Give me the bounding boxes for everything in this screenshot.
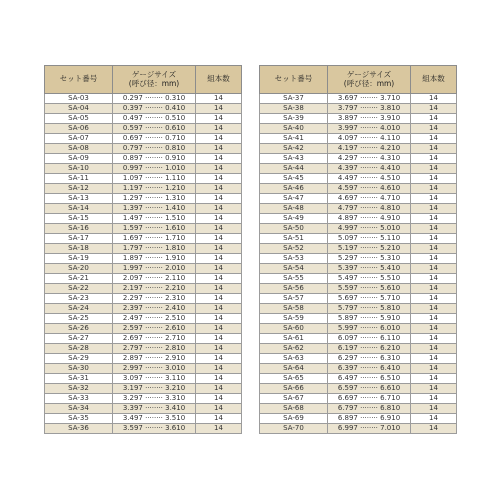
header-set-no: セット番号	[260, 66, 328, 94]
table-row	[260, 214, 457, 224]
count-cell: 14	[411, 394, 457, 404]
gauge-size-cell: 2.897 ········ 2.910	[113, 354, 196, 364]
set-no-cell: SA-34	[45, 404, 113, 414]
table-row	[260, 424, 457, 434]
count-cell: 14	[196, 194, 242, 204]
table-row	[45, 344, 242, 354]
count-cell: 14	[411, 414, 457, 424]
gauge-size-cell: 5.797 ········ 5.810	[328, 304, 411, 314]
count-cell: 14	[411, 204, 457, 214]
table-header-row	[260, 66, 457, 94]
set-no-cell: SA-58	[260, 304, 328, 314]
gauge-size-cell: 6.097 ········ 6.110	[328, 334, 411, 344]
gauge-size-cell: 2.197 ········ 2.210	[113, 284, 196, 294]
gauge-size-cell: 4.297 ········ 4.310	[328, 154, 411, 164]
gauge-size-cell: 2.697 ········ 2.710	[113, 334, 196, 344]
count-cell: 14	[411, 294, 457, 304]
header-gauge-size-line1: ゲージサイズ	[131, 69, 177, 79]
count-cell: 14	[196, 114, 242, 124]
set-no-cell: SA-10	[45, 164, 113, 174]
count-cell: 14	[196, 274, 242, 284]
count-cell: 14	[411, 104, 457, 114]
gauge-size-cell: 5.697 ········ 5.710	[328, 294, 411, 304]
set-no-cell: SA-11	[45, 174, 113, 184]
gauge-size-cell: 1.497 ········ 1.510	[113, 214, 196, 224]
table-row	[45, 194, 242, 204]
table-row	[260, 394, 457, 404]
table-row	[45, 124, 242, 134]
gauge-size-cell: 4.097 ········ 4.110	[328, 134, 411, 144]
table-row	[45, 104, 242, 114]
set-no-cell: SA-55	[260, 274, 328, 284]
count-cell: 14	[411, 334, 457, 344]
gauge-size-cell: 6.697 ········ 6.710	[328, 394, 411, 404]
set-no-cell: SA-33	[45, 394, 113, 404]
gauge-size-cell: 3.297 ········ 3.310	[113, 394, 196, 404]
table-row	[45, 364, 242, 374]
header-gauge-size	[113, 66, 196, 94]
gauge-size-cell: 3.997 ········ 4.010	[328, 124, 411, 134]
gauge-size-cell: 1.397 ········ 1.410	[113, 204, 196, 214]
count-cell: 14	[196, 174, 242, 184]
set-no-cell: SA-29	[45, 354, 113, 364]
set-no-cell: SA-68	[260, 404, 328, 414]
gauge-size-cell: 0.497 ········ 0.510	[113, 114, 196, 124]
table-row	[45, 184, 242, 194]
gauge-size-cell: 1.997 ········ 2.010	[113, 264, 196, 274]
table-row	[45, 134, 242, 144]
table-row	[45, 94, 242, 104]
table-row	[260, 274, 457, 284]
header-count: 組本数	[411, 66, 457, 94]
gauge-size-cell: 4.797 ········ 4.810	[328, 204, 411, 214]
set-no-cell: SA-39	[260, 114, 328, 124]
count-cell: 14	[196, 394, 242, 404]
set-no-cell: SA-44	[260, 164, 328, 174]
set-no-cell: SA-22	[45, 284, 113, 294]
gauge-size-cell: 4.597 ········ 4.610	[328, 184, 411, 194]
table-row	[260, 134, 457, 144]
set-no-cell: SA-66	[260, 384, 328, 394]
table-row	[260, 234, 457, 244]
gauge-size-cell: 5.397 ········ 5.410	[328, 264, 411, 274]
set-no-cell: SA-07	[45, 134, 113, 144]
gauge-size-cell: 5.497 ········ 5.510	[328, 274, 411, 284]
set-no-cell: SA-09	[45, 154, 113, 164]
table-row	[260, 254, 457, 264]
gauge-size-cell: 0.797 ········ 0.810	[113, 144, 196, 154]
count-cell: 14	[411, 244, 457, 254]
table-body-left	[45, 94, 242, 434]
set-no-cell: SA-26	[45, 324, 113, 334]
set-no-cell: SA-47	[260, 194, 328, 204]
table-row	[45, 164, 242, 174]
count-cell: 14	[411, 164, 457, 174]
gauge-size-cell: 5.897 ········ 5.910	[328, 314, 411, 324]
table-row	[45, 404, 242, 414]
header-gauge-size-line2: (呼び径：mm)	[343, 78, 395, 88]
gauge-size-cell: 6.597 ········ 6.610	[328, 384, 411, 394]
table-row	[45, 214, 242, 224]
set-no-cell: SA-64	[260, 364, 328, 374]
count-cell: 14	[411, 384, 457, 394]
gauge-size-cell: 6.397 ········ 6.410	[328, 364, 411, 374]
set-no-cell: SA-42	[260, 144, 328, 154]
table-row	[260, 324, 457, 334]
gauge-size-cell: 6.997 ········ 7.010	[328, 424, 411, 434]
header-gauge-size	[328, 66, 411, 94]
table-row	[260, 184, 457, 194]
gauge-size-cell: 1.597 ········ 1.610	[113, 224, 196, 234]
table-row	[260, 404, 457, 414]
set-no-cell: SA-52	[260, 244, 328, 254]
gauge-size-cell: 3.097 ········ 3.110	[113, 374, 196, 384]
table-row	[260, 114, 457, 124]
count-cell: 14	[196, 134, 242, 144]
table-row	[45, 334, 242, 344]
gauge-size-cell: 5.597 ········ 5.610	[328, 284, 411, 294]
count-cell: 14	[196, 264, 242, 274]
gauge-size-cell: 1.097 ········ 1.110	[113, 174, 196, 184]
set-no-cell: SA-59	[260, 314, 328, 324]
table-row	[260, 144, 457, 154]
gauge-size-cell: 6.797 ········ 6.810	[328, 404, 411, 414]
table-row	[260, 224, 457, 234]
gauge-size-cell: 0.297 ········ 0.310	[113, 94, 196, 104]
table-row	[260, 204, 457, 214]
count-cell: 14	[411, 344, 457, 354]
count-cell: 14	[196, 154, 242, 164]
count-cell: 14	[196, 244, 242, 254]
gauge-size-cell: 2.097 ········ 2.110	[113, 274, 196, 284]
set-no-cell: SA-08	[45, 144, 113, 154]
gauge-size-cell: 4.997 ········ 5.010	[328, 224, 411, 234]
set-no-cell: SA-20	[45, 264, 113, 274]
count-cell: 14	[196, 314, 242, 324]
set-no-cell: SA-50	[260, 224, 328, 234]
count-cell: 14	[411, 254, 457, 264]
table-row	[260, 264, 457, 274]
header-gauge-size-line2: (呼び径：mm)	[128, 78, 180, 88]
count-cell: 14	[411, 154, 457, 164]
table-row	[260, 354, 457, 364]
count-cell: 14	[196, 424, 242, 434]
count-cell: 14	[196, 164, 242, 174]
set-no-cell: SA-21	[45, 274, 113, 284]
count-cell: 14	[196, 304, 242, 314]
table-row	[260, 414, 457, 424]
count-cell: 14	[411, 314, 457, 324]
gauge-size-cell: 3.497 ········ 3.510	[113, 414, 196, 424]
set-no-cell: SA-23	[45, 294, 113, 304]
table-row	[45, 354, 242, 364]
gauge-size-cell: 2.497 ········ 2.510	[113, 314, 196, 324]
gauge-size-cell: 1.697 ········ 1.710	[113, 234, 196, 244]
count-cell: 14	[196, 324, 242, 334]
gauge-size-cell: 1.897 ········ 1.910	[113, 254, 196, 264]
table-row	[260, 294, 457, 304]
gauge-size-cell: 4.897 ········ 4.910	[328, 214, 411, 224]
table-row	[260, 284, 457, 294]
count-cell: 14	[196, 234, 242, 244]
count-cell: 14	[411, 184, 457, 194]
gauge-size-cell: 6.497 ········ 6.510	[328, 374, 411, 384]
table-row	[260, 244, 457, 254]
count-cell: 14	[196, 344, 242, 354]
table-row	[45, 314, 242, 324]
count-cell: 14	[411, 214, 457, 224]
table-row	[45, 114, 242, 124]
gauge-size-cell: 4.197 ········ 4.210	[328, 144, 411, 154]
gauge-size-cell: 0.997 ········ 1.010	[113, 164, 196, 174]
count-cell: 14	[196, 104, 242, 114]
gauge-size-cell: 5.997 ········ 6.010	[328, 324, 411, 334]
gauge-size-cell: 2.997 ········ 3.010	[113, 364, 196, 374]
count-cell: 14	[411, 264, 457, 274]
count-cell: 14	[411, 274, 457, 284]
gauge-size-cell: 1.197 ········ 1.210	[113, 184, 196, 194]
count-cell: 14	[411, 194, 457, 204]
set-no-cell: SA-19	[45, 254, 113, 264]
set-no-cell: SA-12	[45, 184, 113, 194]
count-cell: 14	[411, 174, 457, 184]
set-no-cell: SA-13	[45, 194, 113, 204]
set-no-cell: SA-65	[260, 374, 328, 384]
gauge-size-cell: 6.197 ········ 6.210	[328, 344, 411, 354]
set-no-cell: SA-15	[45, 214, 113, 224]
count-cell: 14	[411, 354, 457, 364]
count-cell: 14	[196, 204, 242, 214]
count-cell: 14	[411, 94, 457, 104]
count-cell: 14	[411, 374, 457, 384]
gauge-size-cell: 2.597 ········ 2.610	[113, 324, 196, 334]
table-row	[260, 174, 457, 184]
gauge-size-cell: 3.197 ········ 3.210	[113, 384, 196, 394]
count-cell: 14	[196, 354, 242, 364]
table-row	[45, 264, 242, 274]
set-no-cell: SA-48	[260, 204, 328, 214]
set-no-cell: SA-31	[45, 374, 113, 384]
set-no-cell: SA-16	[45, 224, 113, 234]
table-row	[260, 164, 457, 174]
gauge-size-cell: 4.697 ········ 4.710	[328, 194, 411, 204]
set-no-cell: SA-06	[45, 124, 113, 134]
set-no-cell: SA-30	[45, 364, 113, 374]
count-cell: 14	[196, 384, 242, 394]
count-cell: 14	[411, 284, 457, 294]
gauge-size-cell: 6.297 ········ 6.310	[328, 354, 411, 364]
count-cell: 14	[411, 324, 457, 334]
set-no-cell: SA-14	[45, 204, 113, 214]
table-row	[45, 394, 242, 404]
count-cell: 14	[196, 124, 242, 134]
set-no-cell: SA-61	[260, 334, 328, 344]
set-no-cell: SA-49	[260, 214, 328, 224]
set-no-cell: SA-04	[45, 104, 113, 114]
table-row	[45, 254, 242, 264]
header-count: 組本数	[196, 66, 242, 94]
set-no-cell: SA-28	[45, 344, 113, 354]
table-row	[260, 154, 457, 164]
gauge-size-cell: 3.797 ········ 3.810	[328, 104, 411, 114]
gauge-size-cell: 6.897 ········ 6.910	[328, 414, 411, 424]
count-cell: 14	[411, 124, 457, 134]
gauge-size-cell: 4.397 ········ 4.410	[328, 164, 411, 174]
set-no-cell: SA-67	[260, 394, 328, 404]
count-cell: 14	[196, 414, 242, 424]
set-no-cell: SA-37	[260, 94, 328, 104]
set-no-cell: SA-36	[45, 424, 113, 434]
table-row	[260, 314, 457, 324]
gauge-size-cell: 5.297 ········ 5.310	[328, 254, 411, 264]
set-no-cell: SA-63	[260, 354, 328, 364]
count-cell: 14	[411, 224, 457, 234]
set-no-cell: SA-57	[260, 294, 328, 304]
count-cell: 14	[411, 404, 457, 414]
table-row	[45, 414, 242, 424]
count-cell: 14	[411, 144, 457, 154]
table-row	[260, 124, 457, 134]
count-cell: 14	[411, 424, 457, 434]
table-row	[45, 234, 242, 244]
table-row	[45, 384, 242, 394]
gauge-size-cell: 2.797 ········ 2.810	[113, 344, 196, 354]
gauge-size-cell: 5.197 ········ 5.210	[328, 244, 411, 254]
table-row	[260, 304, 457, 314]
set-no-cell: SA-18	[45, 244, 113, 254]
gauge-size-cell: 2.397 ········ 2.410	[113, 304, 196, 314]
count-cell: 14	[196, 404, 242, 414]
set-no-cell: SA-17	[45, 234, 113, 244]
set-no-cell: SA-62	[260, 344, 328, 354]
count-cell: 14	[196, 184, 242, 194]
set-no-cell: SA-27	[45, 334, 113, 344]
gauge-size-cell: 0.697 ········ 0.710	[113, 134, 196, 144]
table-row	[260, 364, 457, 374]
set-no-cell: SA-53	[260, 254, 328, 264]
table-row	[45, 284, 242, 294]
gauge-size-cell: 3.897 ········ 3.910	[328, 114, 411, 124]
set-no-cell: SA-35	[45, 414, 113, 424]
table-row	[260, 374, 457, 384]
table-row	[45, 204, 242, 214]
count-cell: 14	[411, 114, 457, 124]
table-row	[260, 104, 457, 114]
set-no-cell: SA-24	[45, 304, 113, 314]
count-cell: 14	[196, 364, 242, 374]
count-cell: 14	[196, 144, 242, 154]
set-no-cell: SA-45	[260, 174, 328, 184]
set-no-cell: SA-43	[260, 154, 328, 164]
count-cell: 14	[196, 214, 242, 224]
set-no-cell: SA-51	[260, 234, 328, 244]
set-no-cell: SA-41	[260, 134, 328, 144]
header-set-no: セット番号	[45, 66, 113, 94]
header-gauge-size-line1: ゲージサイズ	[346, 69, 392, 79]
table-row	[260, 384, 457, 394]
gauge-size-cell: 0.597 ········ 0.610	[113, 124, 196, 134]
table-row	[45, 294, 242, 304]
table-row	[45, 304, 242, 314]
gauge-size-cell: 3.697 ········ 3.710	[328, 94, 411, 104]
set-no-cell: SA-60	[260, 324, 328, 334]
gauge-size-cell: 4.497 ········ 4.510	[328, 174, 411, 184]
table-row	[260, 344, 457, 354]
set-no-cell: SA-40	[260, 124, 328, 134]
set-no-cell: SA-32	[45, 384, 113, 394]
gauge-table-right	[259, 65, 457, 434]
gauge-size-cell: 0.397 ········ 0.410	[113, 104, 196, 114]
gauge-size-cell: 1.297 ········ 1.310	[113, 194, 196, 204]
gauge-size-cell: 5.097 ········ 5.110	[328, 234, 411, 244]
gauge-table-left	[44, 65, 242, 434]
table-row	[45, 324, 242, 334]
count-cell: 14	[411, 134, 457, 144]
table-row	[45, 424, 242, 434]
count-cell: 14	[196, 374, 242, 384]
count-cell: 14	[196, 94, 242, 104]
set-no-cell: SA-56	[260, 284, 328, 294]
table-row	[45, 224, 242, 234]
gauge-size-cell: 2.297 ········ 2.310	[113, 294, 196, 304]
set-no-cell: SA-70	[260, 424, 328, 434]
count-cell: 14	[411, 364, 457, 374]
set-no-cell: SA-69	[260, 414, 328, 424]
table-row	[45, 144, 242, 154]
count-cell: 14	[411, 304, 457, 314]
table-row	[45, 244, 242, 254]
table-header-row	[45, 66, 242, 94]
count-cell: 14	[196, 334, 242, 344]
table-row	[45, 154, 242, 164]
table-body-right	[260, 94, 457, 434]
count-cell: 14	[411, 234, 457, 244]
table-row	[260, 94, 457, 104]
count-cell: 14	[196, 294, 242, 304]
gauge-size-cell: 3.597 ········ 3.610	[113, 424, 196, 434]
set-no-cell: SA-38	[260, 104, 328, 114]
count-cell: 14	[196, 284, 242, 294]
count-cell: 14	[196, 224, 242, 234]
table-row	[45, 174, 242, 184]
table-row	[45, 274, 242, 284]
set-no-cell: SA-03	[45, 94, 113, 104]
set-no-cell: SA-05	[45, 114, 113, 124]
table-row	[260, 334, 457, 344]
count-cell: 14	[196, 254, 242, 264]
set-no-cell: SA-25	[45, 314, 113, 324]
gauge-size-cell: 3.397 ········ 3.410	[113, 404, 196, 414]
set-no-cell: SA-54	[260, 264, 328, 274]
table-row	[45, 374, 242, 384]
gauge-size-cell: 1.797 ········ 1.810	[113, 244, 196, 254]
table-row	[260, 194, 457, 204]
gauge-size-cell: 0.897 ········ 0.910	[113, 154, 196, 164]
set-no-cell: SA-46	[260, 184, 328, 194]
